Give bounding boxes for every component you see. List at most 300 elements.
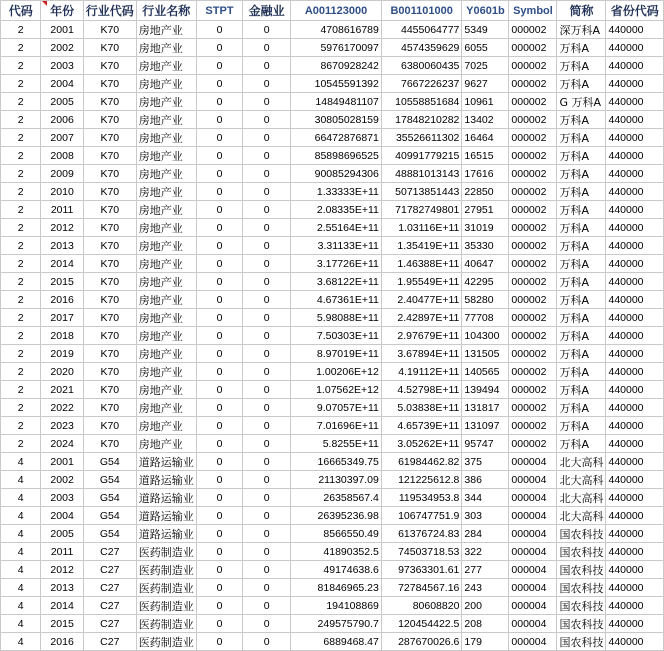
cell-industry-code[interactable]: K70 [83,345,136,363]
cell-b001101000[interactable]: 120454422.5 [381,615,462,633]
cell-y0601b[interactable]: 13402 [462,111,509,129]
cell-province-code[interactable]: 440000 [606,201,664,219]
cell-y0601b[interactable]: 179 [462,633,509,651]
cell-industry-name[interactable]: 房地产业 [136,111,196,129]
cell-industry-name[interactable]: 房地产业 [136,57,196,75]
cell-industry-name[interactable]: 房地产业 [136,273,196,291]
cell-short-name[interactable]: 国农科技 [557,633,606,651]
cell-a001123000[interactable]: 10545591392 [291,75,382,93]
cell-province-code[interactable]: 440000 [606,345,664,363]
cell-b001101000[interactable]: 3.05262E+11 [381,435,462,453]
cell-industry-code[interactable]: K70 [83,237,136,255]
cell-year[interactable]: 2003 [41,57,83,75]
cell-y0601b[interactable]: 104300 [462,327,509,345]
cell-y0601b[interactable]: 131817 [462,399,509,417]
cell-code[interactable]: 2 [1,129,41,147]
cell-y0601b[interactable]: 303 [462,507,509,525]
cell-stpt[interactable]: 0 [196,579,242,597]
cell-stpt[interactable]: 0 [196,417,242,435]
cell-symbol[interactable]: 000004 [509,471,557,489]
cell-finance[interactable]: 0 [243,57,291,75]
cell-finance[interactable]: 0 [243,633,291,651]
cell-b001101000[interactable]: 48881013143 [381,165,462,183]
cell-province-code[interactable]: 440000 [606,75,664,93]
cell-symbol[interactable]: 000002 [509,21,557,39]
cell-b001101000[interactable]: 35526611302 [381,129,462,147]
cell-b001101000[interactable]: 119534953.8 [381,489,462,507]
cell-short-name[interactable]: 万科A [557,75,606,93]
cell-y0601b[interactable]: 9627 [462,75,509,93]
cell-year[interactable]: 2013 [41,579,83,597]
cell-stpt[interactable]: 0 [196,615,242,633]
cell-industry-code[interactable]: K70 [83,363,136,381]
cell-symbol[interactable]: 000002 [509,417,557,435]
cell-industry-code[interactable]: K70 [83,201,136,219]
cell-industry-code[interactable]: C27 [83,615,136,633]
cell-a001123000[interactable]: 8566550.49 [291,525,382,543]
cell-industry-code[interactable]: C27 [83,597,136,615]
cell-code[interactable]: 2 [1,165,41,183]
cell-a001123000[interactable]: 49174638.6 [291,561,382,579]
column-header-industry-name[interactable]: 行业名称 [136,1,196,21]
cell-short-name[interactable]: 万科A [557,39,606,57]
cell-industry-name[interactable]: 道路运输业 [136,507,196,525]
cell-a001123000[interactable]: 66472876871 [291,129,382,147]
cell-finance[interactable]: 0 [243,525,291,543]
cell-stpt[interactable]: 0 [196,75,242,93]
cell-b001101000[interactable]: 6380060435 [381,57,462,75]
cell-industry-name[interactable]: 房地产业 [136,75,196,93]
cell-b001101000[interactable]: 4.52798E+11 [381,381,462,399]
column-header-industry-code[interactable]: 行业代码 [83,1,136,21]
cell-industry-name[interactable]: 医药制造业 [136,579,196,597]
cell-b001101000[interactable]: 97363301.61 [381,561,462,579]
cell-a001123000[interactable]: 30805028159 [291,111,382,129]
cell-short-name[interactable]: 万科A [557,111,606,129]
cell-y0601b[interactable]: 344 [462,489,509,507]
cell-year[interactable]: 2004 [41,507,83,525]
cell-province-code[interactable]: 440000 [606,219,664,237]
cell-industry-code[interactable]: K70 [83,399,136,417]
cell-y0601b[interactable]: 208 [462,615,509,633]
cell-symbol[interactable]: 000002 [509,363,557,381]
cell-code[interactable]: 4 [1,633,41,651]
cell-code[interactable]: 4 [1,597,41,615]
cell-finance[interactable]: 0 [243,93,291,111]
cell-year[interactable]: 2014 [41,597,83,615]
cell-industry-name[interactable]: 医药制造业 [136,633,196,651]
cell-province-code[interactable]: 440000 [606,255,664,273]
cell-short-name[interactable]: 国农科技 [557,615,606,633]
cell-code[interactable]: 4 [1,543,41,561]
cell-industry-code[interactable]: K70 [83,111,136,129]
cell-finance[interactable]: 0 [243,201,291,219]
cell-industry-code[interactable]: C27 [83,561,136,579]
cell-code[interactable]: 2 [1,147,41,165]
cell-short-name[interactable]: 国农科技 [557,597,606,615]
cell-province-code[interactable]: 440000 [606,93,664,111]
cell-stpt[interactable]: 0 [196,327,242,345]
cell-a001123000[interactable]: 8670928242 [291,57,382,75]
cell-industry-name[interactable]: 医药制造业 [136,615,196,633]
column-header-a001123000[interactable]: A001123000 [291,1,382,21]
cell-symbol[interactable]: 000002 [509,327,557,345]
cell-province-code[interactable]: 440000 [606,291,664,309]
cell-stpt[interactable]: 0 [196,273,242,291]
cell-y0601b[interactable]: 284 [462,525,509,543]
cell-symbol[interactable]: 000002 [509,183,557,201]
cell-industry-code[interactable]: K70 [83,57,136,75]
cell-industry-code[interactable]: G54 [83,507,136,525]
cell-finance[interactable]: 0 [243,453,291,471]
cell-short-name[interactable]: 万科A [557,327,606,345]
cell-symbol[interactable]: 000002 [509,291,557,309]
cell-stpt[interactable]: 0 [196,309,242,327]
cell-finance[interactable]: 0 [243,399,291,417]
cell-finance[interactable]: 0 [243,291,291,309]
cell-code[interactable]: 2 [1,255,41,273]
cell-industry-code[interactable]: K70 [83,435,136,453]
cell-industry-name[interactable]: 医药制造业 [136,543,196,561]
cell-a001123000[interactable]: 2.55164E+11 [291,219,382,237]
cell-province-code[interactable]: 440000 [606,399,664,417]
cell-year[interactable]: 2009 [41,165,83,183]
cell-y0601b[interactable]: 22850 [462,183,509,201]
cell-short-name[interactable]: 深万科A [557,21,606,39]
cell-finance[interactable]: 0 [243,237,291,255]
column-header-symbol[interactable]: Symbol [509,1,557,21]
cell-a001123000[interactable]: 4.67361E+11 [291,291,382,309]
cell-symbol[interactable]: 000002 [509,201,557,219]
cell-symbol[interactable]: 000002 [509,381,557,399]
cell-symbol[interactable]: 000002 [509,399,557,417]
cell-province-code[interactable]: 440000 [606,165,664,183]
cell-year[interactable]: 2012 [41,561,83,579]
cell-code[interactable]: 2 [1,327,41,345]
cell-symbol[interactable]: 000002 [509,237,557,255]
cell-province-code[interactable]: 440000 [606,453,664,471]
cell-y0601b[interactable]: 7025 [462,57,509,75]
cell-y0601b[interactable]: 6055 [462,39,509,57]
cell-code[interactable]: 4 [1,561,41,579]
cell-short-name[interactable]: 万科A [557,219,606,237]
cell-finance[interactable]: 0 [243,165,291,183]
cell-province-code[interactable]: 440000 [606,147,664,165]
cell-industry-name[interactable]: 房地产业 [136,327,196,345]
cell-year[interactable]: 2011 [41,543,83,561]
cell-finance[interactable]: 0 [243,615,291,633]
cell-symbol[interactable]: 000002 [509,345,557,363]
cell-y0601b[interactable]: 16464 [462,129,509,147]
cell-province-code[interactable]: 440000 [606,435,664,453]
cell-short-name[interactable]: 北大高科 [557,453,606,471]
cell-year[interactable]: 2014 [41,255,83,273]
cell-symbol[interactable]: 000002 [509,309,557,327]
cell-year[interactable]: 2011 [41,201,83,219]
cell-symbol[interactable]: 000002 [509,75,557,93]
cell-year[interactable]: 2005 [41,93,83,111]
cell-finance[interactable]: 0 [243,507,291,525]
cell-y0601b[interactable]: 375 [462,453,509,471]
cell-industry-code[interactable]: G54 [83,471,136,489]
cell-a001123000[interactable]: 14849481107 [291,93,382,111]
cell-y0601b[interactable]: 322 [462,543,509,561]
cell-short-name[interactable]: 万科A [557,147,606,165]
cell-industry-name[interactable]: 房地产业 [136,147,196,165]
cell-code[interactable]: 2 [1,21,41,39]
cell-symbol[interactable]: 000002 [509,435,557,453]
cell-code[interactable]: 2 [1,381,41,399]
cell-province-code[interactable]: 440000 [606,309,664,327]
cell-finance[interactable]: 0 [243,543,291,561]
cell-short-name[interactable]: 万科A [557,237,606,255]
cell-stpt[interactable]: 0 [196,507,242,525]
cell-industry-name[interactable]: 房地产业 [136,435,196,453]
cell-year[interactable]: 2007 [41,129,83,147]
cell-y0601b[interactable]: 27951 [462,201,509,219]
cell-stpt[interactable]: 0 [196,183,242,201]
cell-industry-code[interactable]: K70 [83,21,136,39]
cell-code[interactable]: 2 [1,93,41,111]
cell-a001123000[interactable]: 90085294306 [291,165,382,183]
cell-short-name[interactable]: 万科A [557,381,606,399]
cell-stpt[interactable]: 0 [196,453,242,471]
cell-year[interactable]: 2008 [41,147,83,165]
cell-year[interactable]: 2015 [41,615,83,633]
cell-a001123000[interactable]: 249575790.7 [291,615,382,633]
cell-a001123000[interactable]: 6889468.47 [291,633,382,651]
cell-y0601b[interactable]: 386 [462,471,509,489]
cell-y0601b[interactable]: 5349 [462,21,509,39]
cell-stpt[interactable]: 0 [196,561,242,579]
column-header-province-code[interactable]: 省份代码 [606,1,664,21]
cell-short-name[interactable]: 万科A [557,309,606,327]
column-header-finance[interactable]: 金融业 [243,1,291,21]
cell-a001123000[interactable]: 1.07562E+12 [291,381,382,399]
cell-stpt[interactable]: 0 [196,399,242,417]
cell-finance[interactable]: 0 [243,381,291,399]
cell-stpt[interactable]: 0 [196,201,242,219]
cell-stpt[interactable]: 0 [196,129,242,147]
cell-industry-name[interactable]: 道路运输业 [136,489,196,507]
cell-industry-name[interactable]: 房地产业 [136,219,196,237]
cell-symbol[interactable]: 000004 [509,525,557,543]
cell-short-name[interactable]: 北大高科 [557,489,606,507]
cell-industry-name[interactable]: 房地产业 [136,363,196,381]
cell-province-code[interactable]: 440000 [606,525,664,543]
cell-b001101000[interactable]: 80608820 [381,597,462,615]
cell-a001123000[interactable]: 5.8255E+11 [291,435,382,453]
cell-b001101000[interactable]: 71782749801 [381,201,462,219]
cell-province-code[interactable]: 440000 [606,237,664,255]
cell-symbol[interactable]: 000004 [509,453,557,471]
cell-industry-name[interactable]: 房地产业 [136,165,196,183]
cell-code[interactable]: 2 [1,111,41,129]
cell-year[interactable]: 2016 [41,633,83,651]
cell-industry-name[interactable]: 房地产业 [136,201,196,219]
cell-b001101000[interactable]: 106747751.9 [381,507,462,525]
cell-stpt[interactable]: 0 [196,363,242,381]
cell-industry-name[interactable]: 房地产业 [136,21,196,39]
column-header-short-name[interactable]: 简称 [557,1,606,21]
column-header-stpt[interactable]: STPT [196,1,242,21]
cell-province-code[interactable]: 440000 [606,471,664,489]
cell-a001123000[interactable]: 7.50303E+11 [291,327,382,345]
cell-stpt[interactable]: 0 [196,597,242,615]
cell-province-code[interactable]: 440000 [606,273,664,291]
cell-y0601b[interactable]: 42295 [462,273,509,291]
cell-finance[interactable]: 0 [243,273,291,291]
cell-industry-code[interactable]: K70 [83,381,136,399]
cell-short-name[interactable]: 国农科技 [557,543,606,561]
cell-province-code[interactable]: 440000 [606,633,664,651]
cell-a001123000[interactable]: 26395236.98 [291,507,382,525]
cell-industry-name[interactable]: 房地产业 [136,291,196,309]
cell-industry-name[interactable]: 道路运输业 [136,471,196,489]
cell-b001101000[interactable]: 2.40477E+11 [381,291,462,309]
cell-b001101000[interactable]: 4574359629 [381,39,462,57]
cell-b001101000[interactable]: 2.97679E+11 [381,327,462,345]
cell-industry-code[interactable]: G54 [83,489,136,507]
cell-short-name[interactable]: 万科A [557,417,606,435]
cell-symbol[interactable]: 000004 [509,489,557,507]
cell-y0601b[interactable]: 40647 [462,255,509,273]
cell-short-name[interactable]: 万科A [557,345,606,363]
cell-a001123000[interactable]: 41890352.5 [291,543,382,561]
cell-short-name[interactable]: 万科A [557,201,606,219]
cell-b001101000[interactable]: 1.35419E+11 [381,237,462,255]
cell-province-code[interactable]: 440000 [606,363,664,381]
cell-stpt[interactable]: 0 [196,57,242,75]
cell-year[interactable]: 2012 [41,219,83,237]
cell-province-code[interactable]: 440000 [606,489,664,507]
cell-province-code[interactable]: 440000 [606,543,664,561]
cell-short-name[interactable]: 万科A [557,399,606,417]
cell-symbol[interactable]: 000004 [509,507,557,525]
cell-industry-code[interactable]: K70 [83,183,136,201]
cell-code[interactable]: 2 [1,237,41,255]
cell-year[interactable]: 2001 [41,453,83,471]
cell-industry-name[interactable]: 医药制造业 [136,561,196,579]
cell-industry-name[interactable]: 房地产业 [136,183,196,201]
cell-province-code[interactable]: 440000 [606,507,664,525]
cell-year[interactable]: 2016 [41,291,83,309]
cell-y0601b[interactable]: 31019 [462,219,509,237]
cell-a001123000[interactable]: 81846965.23 [291,579,382,597]
cell-symbol[interactable]: 000002 [509,111,557,129]
cell-a001123000[interactable]: 3.68122E+11 [291,273,382,291]
cell-code[interactable]: 2 [1,201,41,219]
cell-province-code[interactable]: 440000 [606,183,664,201]
cell-b001101000[interactable]: 2.42897E+11 [381,309,462,327]
cell-province-code[interactable]: 440000 [606,381,664,399]
cell-industry-name[interactable]: 房地产业 [136,39,196,57]
column-header-year[interactable]: 年份 [41,1,83,21]
cell-stpt[interactable]: 0 [196,381,242,399]
cell-a001123000[interactable]: 8.97019E+11 [291,345,382,363]
cell-industry-name[interactable]: 房地产业 [136,237,196,255]
cell-code[interactable]: 2 [1,183,41,201]
cell-finance[interactable]: 0 [243,579,291,597]
cell-finance[interactable]: 0 [243,561,291,579]
cell-a001123000[interactable]: 85898696525 [291,147,382,165]
cell-finance[interactable]: 0 [243,435,291,453]
cell-stpt[interactable]: 0 [196,489,242,507]
cell-a001123000[interactable]: 9.07057E+11 [291,399,382,417]
cell-symbol[interactable]: 000002 [509,255,557,273]
cell-province-code[interactable]: 440000 [606,327,664,345]
cell-short-name[interactable]: 北大高科 [557,471,606,489]
cell-industry-name[interactable]: 房地产业 [136,381,196,399]
cell-industry-code[interactable]: K70 [83,255,136,273]
cell-stpt[interactable]: 0 [196,291,242,309]
cell-stpt[interactable]: 0 [196,165,242,183]
cell-stpt[interactable]: 0 [196,147,242,165]
cell-a001123000[interactable]: 21130397.09 [291,471,382,489]
cell-symbol[interactable]: 000002 [509,39,557,57]
cell-finance[interactable]: 0 [243,111,291,129]
cell-symbol[interactable]: 000004 [509,615,557,633]
cell-province-code[interactable]: 440000 [606,57,664,75]
cell-province-code[interactable]: 440000 [606,111,664,129]
cell-finance[interactable]: 0 [243,21,291,39]
cell-industry-code[interactable]: C27 [83,543,136,561]
cell-province-code[interactable]: 440000 [606,615,664,633]
cell-y0601b[interactable]: 131505 [462,345,509,363]
cell-a001123000[interactable]: 26358567.4 [291,489,382,507]
cell-year[interactable]: 2021 [41,381,83,399]
cell-year[interactable]: 2001 [41,21,83,39]
cell-industry-code[interactable]: G54 [83,525,136,543]
cell-year[interactable]: 2015 [41,273,83,291]
cell-code[interactable]: 4 [1,579,41,597]
cell-code[interactable]: 2 [1,219,41,237]
cell-finance[interactable]: 0 [243,219,291,237]
cell-y0601b[interactable]: 139494 [462,381,509,399]
cell-industry-code[interactable]: K70 [83,165,136,183]
cell-stpt[interactable]: 0 [196,219,242,237]
cell-y0601b[interactable]: 243 [462,579,509,597]
cell-short-name[interactable]: 国农科技 [557,525,606,543]
cell-province-code[interactable]: 440000 [606,39,664,57]
cell-b001101000[interactable]: 4.19112E+11 [381,363,462,381]
cell-finance[interactable]: 0 [243,345,291,363]
cell-code[interactable]: 4 [1,489,41,507]
cell-a001123000[interactable]: 3.31133E+11 [291,237,382,255]
cell-symbol[interactable]: 000004 [509,597,557,615]
cell-short-name[interactable]: 万科A [557,291,606,309]
cell-y0601b[interactable]: 140565 [462,363,509,381]
cell-finance[interactable]: 0 [243,147,291,165]
cell-y0601b[interactable]: 200 [462,597,509,615]
cell-code[interactable]: 4 [1,615,41,633]
cell-code[interactable]: 2 [1,39,41,57]
cell-industry-name[interactable]: 房地产业 [136,345,196,363]
cell-finance[interactable]: 0 [243,327,291,345]
cell-industry-name[interactable]: 房地产业 [136,417,196,435]
cell-industry-name[interactable]: 房地产业 [136,399,196,417]
cell-short-name[interactable]: 万科A [557,183,606,201]
cell-stpt[interactable]: 0 [196,255,242,273]
cell-year[interactable]: 2004 [41,75,83,93]
cell-code[interactable]: 2 [1,273,41,291]
cell-industry-code[interactable]: K70 [83,327,136,345]
cell-industry-code[interactable]: G54 [83,453,136,471]
cell-y0601b[interactable]: 131097 [462,417,509,435]
cell-short-name[interactable]: G 万科A [557,93,606,111]
cell-symbol[interactable]: 000004 [509,633,557,651]
cell-symbol[interactable]: 000002 [509,57,557,75]
